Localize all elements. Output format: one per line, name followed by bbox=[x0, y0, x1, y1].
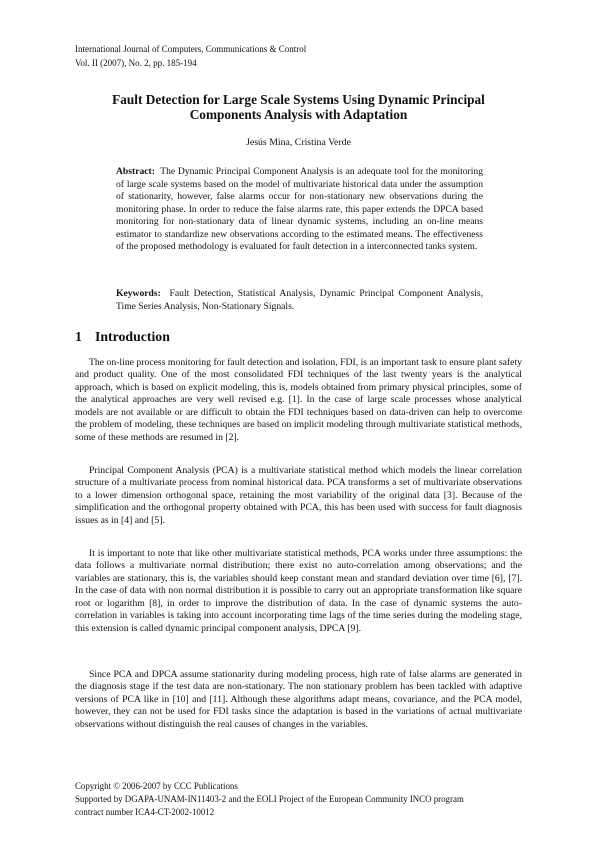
body-paragraph-4: Since PCA and DPCA assume stationarity during modeling process, high rate of false alarms are generated in the diagnosis stage if the test data are non-stationary. The non stationary problem has been tackled with adaptive versions of PCA like in [10] and [11]. Although these algorithms adapt means, covariance, and the PCA model, however, they can not be used for FDI tasks since the adaptation is based in the variations of actual multivariate observations without distinguish the real causes of changes in the variables. bbox=[75, 669, 522, 730]
support-note-line-2: contract number ICA4-CT-2002-10012 bbox=[75, 807, 215, 817]
support-note-line-1: Supported by DGAPA-UNAM-IN11403-2 and the EOLI Project of the European Community INCO program bbox=[75, 794, 464, 804]
paper-authors: Jesús Mina, Cristina Verde bbox=[246, 137, 351, 148]
section-heading bbox=[75, 329, 170, 345]
copyright-note: Copyright © 2006-2007 by CCC Publications bbox=[75, 781, 238, 791]
body-paragraph-3: It is important to note that like other multivariate statistical methods, PCA works under three assumptions: the data follows a multivariate normal distribution; there exist no auto-correlation among observations; and the variables are stationary, this is, the variables should keep constant mean and standard deviation over time [6], [7]. In the case of data with non normal distribution it is possible to carry out an appropriate transformation like square root or logarithm [8], in order to improve the distribution of data. In the case of dynamic systems the auto-correlation in variables is taking into account incorporating time lags of the time series during the modeling stage, this extension is called dynamic principal component analysis, DPCA [9]. bbox=[75, 548, 522, 634]
paper-title bbox=[75, 93, 522, 122]
page-footer bbox=[75, 780, 464, 819]
keywords bbox=[116, 288, 483, 314]
journal-volume: Vol. II (2007), No. 2, pp. 185-194 bbox=[75, 58, 197, 68]
abstract-label: Abstract: bbox=[116, 166, 155, 177]
keywords-label: Keywords: bbox=[116, 288, 161, 299]
section-number: 1 bbox=[75, 329, 82, 344]
body-paragraph-1: The on-line process monitoring for fault detection and isolation, FDI, is an important task to ensure plant safety and product quality. One of the most consolidated FDI techniques of the last twenty years is the analytical approach, which is based on explicit modeling, this is, models obtained from primary physical principles, some of the analytical approaches are very well revised e.g. [1]. In the case of large scale processes whose analytical models are not available or are difficult to obtain the FDI techniques based on data-driven can help to overcome the problem of modeling, these techniques are based on implicit modeling through multivariate statistical methods, some of these methods are resumed in [2]. bbox=[75, 357, 522, 443]
section-title: Introduction bbox=[95, 329, 170, 344]
keywords-text: Fault Detection, Statistical Analysis, Dynamic Principal Component Analysis, Time Series Analysis, Non-Stationary Signals. bbox=[116, 288, 483, 312]
journal-name: International Journal of Computers, Communications & Control bbox=[75, 44, 307, 54]
body-paragraph-2: Principal Component Analysis (PCA) is a multivariate statistical method which models the linear correlation structure of a multivariate process from nominal historical data. PCA transforms a set of multivariate observations to a lower dimension orthogonal space, retaining the most variability of the original data [3]. Because of the simplification and the orthogonal property obtained with PCA, this has been used with success for fault diagnosis issues as in [4] and [5]. bbox=[75, 465, 522, 526]
paper-title-line-1: Fault Detection for Large Scale Systems Using Dynamic Principal bbox=[112, 92, 485, 107]
abstract-text: The Dynamic Principal Component Analysis is an adequate tool for the monitoring of large scale systems based on the model of multivariate historical data under the assumption of stationarity, however, false alarms occur for non-stationary new observations during the monitoring phase. In order to reduce the false alarms rate, this paper extends the DPCA based monitoring for non-stationary data of linear dynamic systems, including an on-line means estimator to standardize new observations according to the estimated means. The effectiveness of the proposed methodology is evaluated for fault detection in a interconnected tanks system. bbox=[116, 166, 483, 253]
paper-title-line-2: Components Analysis with Adaptation bbox=[189, 106, 408, 122]
abstract bbox=[116, 166, 483, 254]
journal-header bbox=[75, 42, 306, 70]
